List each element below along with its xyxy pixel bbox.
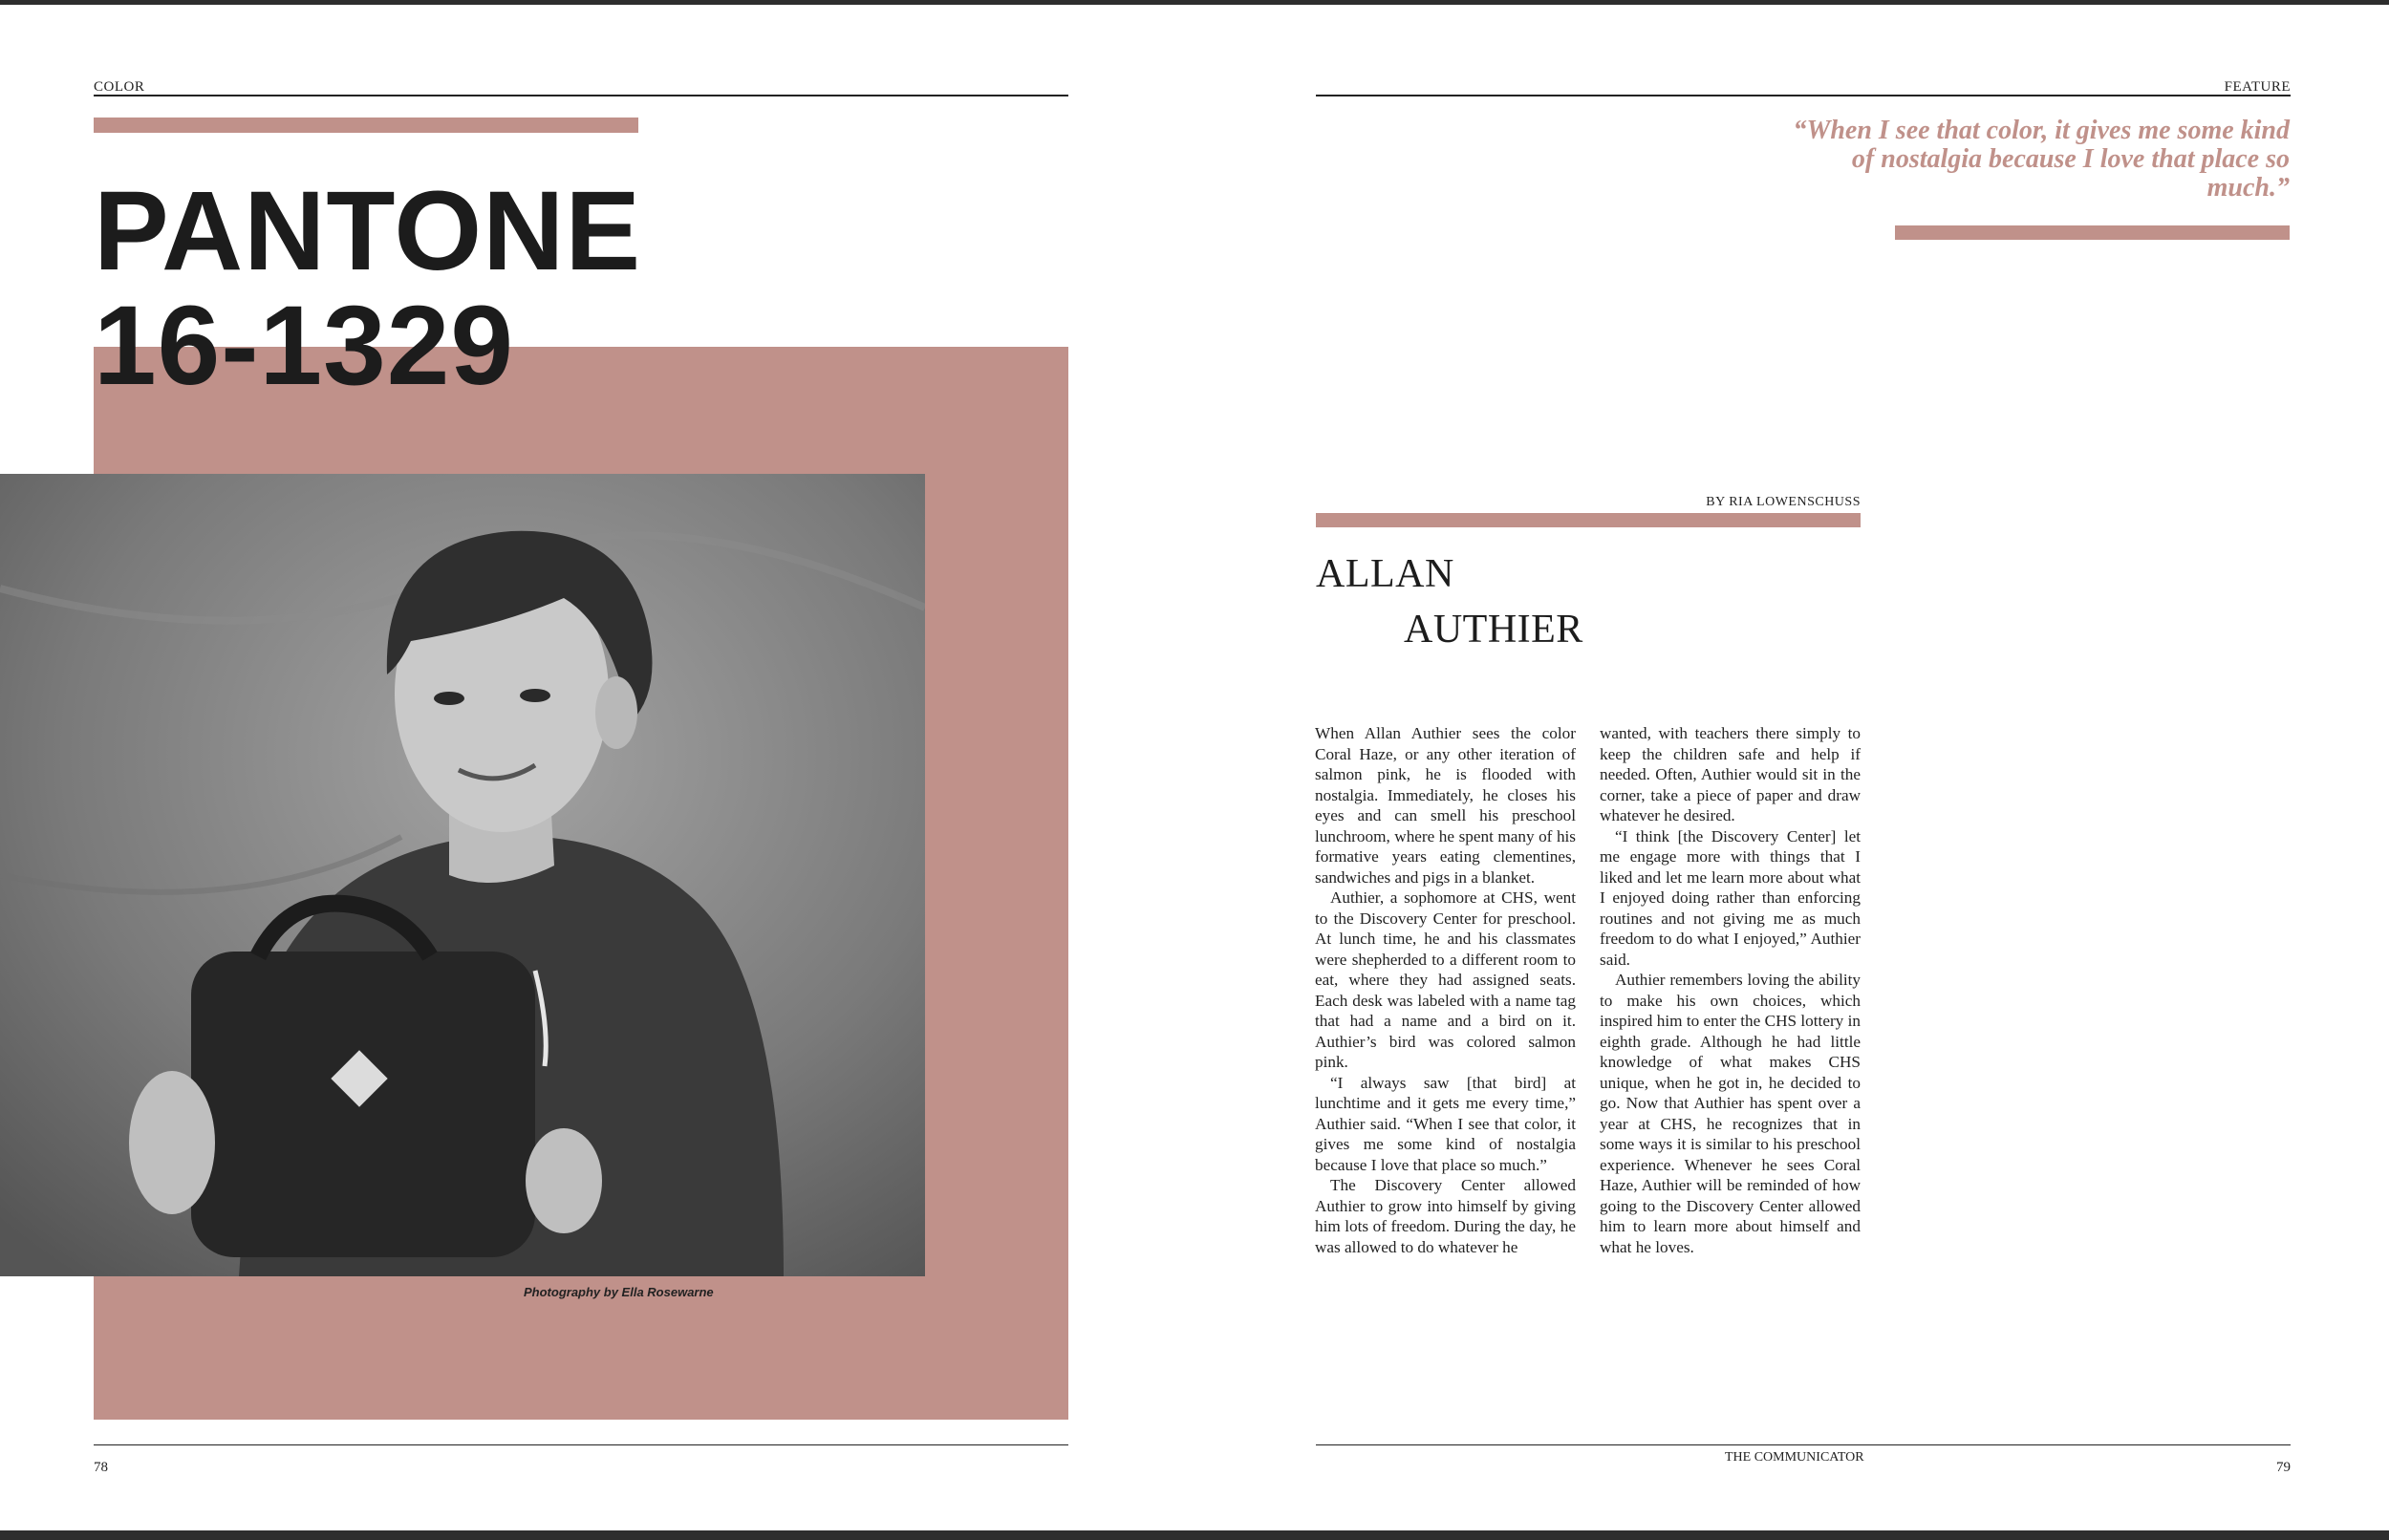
portrait-illustration [0,474,925,1276]
header-rule-right [1316,95,2291,96]
article-paragraph: “I always saw [that bird] at lunchtime and it gets me every time,” Authier said. “When I see that color, it gives me some kind of nostalgia because I love that place so much.” [1315,1073,1576,1174]
section-label-left: COLOR [94,79,145,95]
article-paragraph: When Allan Authier sees the color Coral Haze, or any other iteration of salmon pink, he is flooded with nostalgia. Immediately, he closes his eyes and can smell his preschool lunchroom, where he spent many of his formative years eating clementines, sandwiches and pigs in a blanket. [1315,724,1576,887]
portrait-photo [0,474,925,1276]
article-column-1 [1315,723,1576,1296]
title-pantone: PANTONE [94,168,642,294]
footer-rule-left [94,1444,1068,1445]
pull-quote: “When I see that color, it gives me some kind of nostalgia because I love that place so much.” [1793,116,2290,203]
title-pantone-number: 16-1329 [94,283,515,409]
header-rule-left [94,95,1068,96]
photo-credit: Photography by Ella Rosewarne [524,1285,714,1299]
byline: BY RIA LOWENSCHUSS [1706,495,1861,509]
page-number-left: 78 [94,1460,108,1475]
accent-bar-top-left [94,118,638,133]
section-label-right: FEATURE [2224,79,2291,95]
headline-last-name: AUTHIER [1404,608,1583,652]
page-number-right: 79 [2276,1460,2291,1475]
article-column-2 [1600,723,1861,1296]
accent-bar-headline [1316,513,1861,527]
article-paragraph: The Discovery Center allowed Authier to grow into himself by giving him lots of freedom. During the day, he was allowed to do whatever he [1315,1176,1576,1256]
article-paragraph: “I think [the Discovery Center] let me engage more with things that I liked and let me learn more about what I enjoyed doing rather than enforcing routines and not giving me as much freedom to do what I enjoyed,” Authier said. [1600,826,1861,969]
headline-first-name: ALLAN [1316,552,1454,596]
accent-bar-pullquote [1895,225,2290,240]
magazine-spread [0,5,2389,1530]
article-paragraph: Authier remembers loving the ability to make his own choices, which inspired him to enter the CHS lottery in eighth grade. Although he had little knowledge of what makes CHS unique, when he got in, he decided to go. Now that Authier has spent over a year at CHS, he recognizes that in some ways it is similar to his preschool experience. Whenever he sees Coral Haze, Authier will be reminded of how going to the Discovery Center allowed him to learn more about himself and what he loves. [1600,971,1861,1256]
publication-name: THE COMMUNICATOR [1725,1450,1864,1465]
article-paragraph: Authier, a sophomore at CHS, went to the Discovery Center for preschool. At lunch time, he and his classmates were shepherded to a different room to eat, where they had assigned seats. Each desk was labeled with a name tag that had a name and a bird on it. Authier’s bird was colored salmon pink. [1315,888,1576,1071]
article-paragraph: wanted, with teachers there simply to keep the children safe and help if needed. Often, Authier would sit in the corner, take a piece of paper and draw whatever he desired. [1600,724,1861,824]
footer-rule-right [1316,1444,2291,1445]
